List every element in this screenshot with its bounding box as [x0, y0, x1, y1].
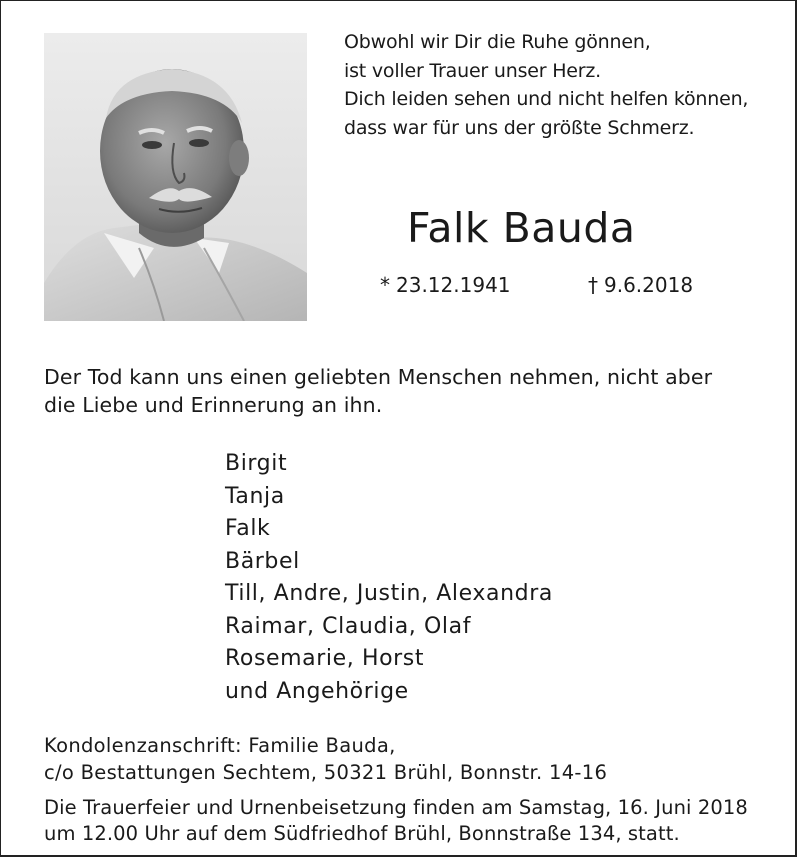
ceremony-line: Die Trauerfeier und Urnenbeisetzung finden am Samstag, 16. Juni 2018	[44, 796, 748, 819]
mourner-entry: Bärbel	[225, 548, 300, 574]
ceremony-line: um 12.00 Uhr auf dem Südfriedhof Brühl, Bonnstraße 134, statt.	[44, 821, 680, 845]
address-line: Kondolenzanschrift: Familie Bauda,	[44, 734, 396, 757]
address-line: c/o Bestattungen Sechtem, 50321 Brühl, Bonnstr. 14-16	[44, 761, 608, 784]
birth-date	[380, 272, 511, 298]
mourner-entry: Rosemarie, Horst	[225, 646, 425, 671]
poem	[344, 28, 784, 142]
mourner-entry: Raimar, Claudia, Olaf	[225, 613, 472, 639]
poem-line: dass war für uns der größte Schmerz.	[344, 116, 695, 139]
mourner-entry: und Angehörige	[225, 678, 409, 704]
death-date	[588, 272, 693, 298]
mourner-entry: Till, Andre, Justin, Alexandra	[225, 581, 553, 606]
poem-line: Obwohl wir Dir die Ruhe gönnen,	[344, 31, 651, 53]
mourner-entry: Birgit	[225, 451, 288, 476]
mourners-list	[225, 448, 553, 708]
condolence-address	[44, 732, 607, 786]
quote-line: Der Tod kann uns einen geliebten Menschen nehmen, nicht aber	[44, 365, 713, 389]
mourner-entry: Falk	[225, 516, 271, 541]
portrait-photo	[44, 33, 307, 321]
mourner-entry: Tanja	[225, 483, 285, 509]
birth-date-value: 23.12.1941	[396, 273, 511, 297]
ceremony-info	[44, 795, 748, 846]
memorial-quote	[44, 363, 774, 419]
poem-line: ist voller Trauer unser Herz.	[344, 59, 602, 82]
poem-line: Dich leiden sehen und nicht helfen können,	[344, 88, 749, 110]
death-date-value: 9.6.2018	[604, 273, 694, 297]
birth-symbol: *	[380, 273, 390, 297]
quote-line: die Liebe und Erinnerung an ihn.	[44, 393, 383, 417]
death-symbol: †	[588, 273, 598, 297]
deceased-name: Falk Bauda	[407, 204, 636, 252]
